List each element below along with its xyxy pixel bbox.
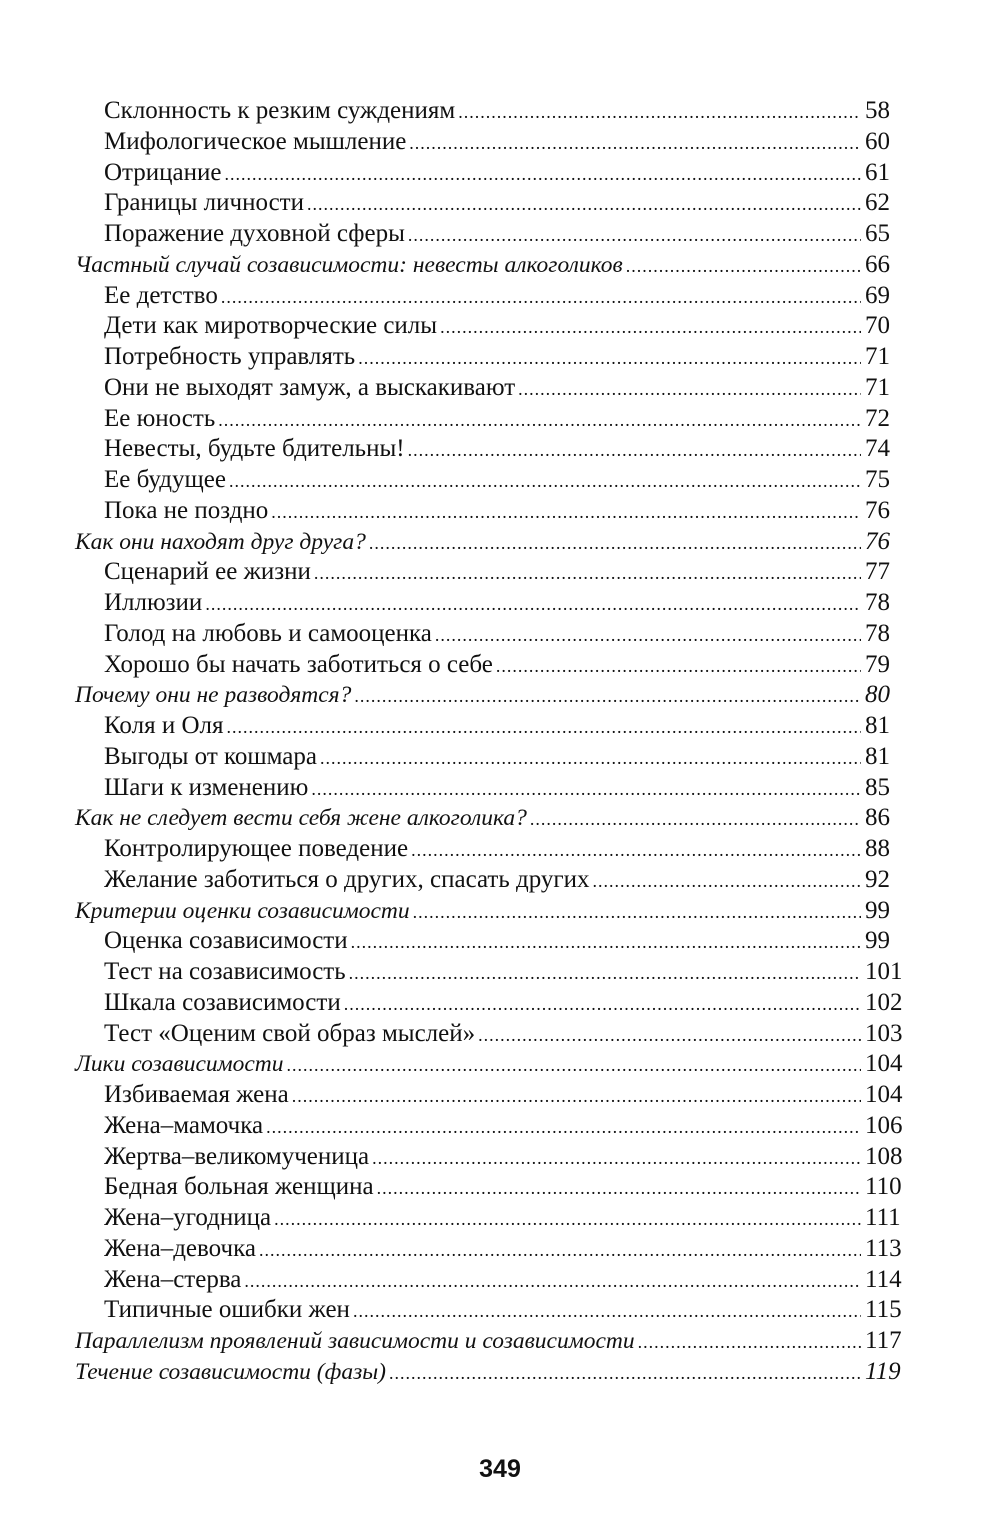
dot-leader bbox=[320, 743, 861, 774]
dot-leader bbox=[389, 1358, 861, 1389]
toc-section-entry bbox=[75, 250, 890, 281]
toc-entry-title: Избиваемая жена bbox=[104, 1081, 289, 1108]
toc-entry-title: Коля и Оля bbox=[104, 712, 224, 739]
dot-leader bbox=[349, 958, 861, 989]
dot-leader bbox=[435, 620, 861, 651]
toc-subsection-entry bbox=[75, 219, 890, 250]
toc-subsection-entry bbox=[75, 557, 890, 588]
toc-entry-page: 62 bbox=[865, 189, 890, 217]
toc-entry-page: 115 bbox=[865, 1296, 902, 1324]
toc-entry-title: Ее юность bbox=[104, 404, 216, 432]
toc-entry-page: 104 bbox=[865, 1081, 903, 1108]
dot-leader bbox=[353, 1296, 861, 1327]
dot-leader bbox=[372, 1143, 861, 1174]
toc-entry-page: 76 bbox=[865, 527, 890, 555]
toc-entry-title: Склонность к резким суждениям bbox=[104, 97, 456, 124]
toc-entry-page: 104 bbox=[865, 1050, 903, 1078]
dot-leader bbox=[271, 497, 861, 528]
toc-entry-title: Жертва–великомученица bbox=[104, 1142, 370, 1170]
dot-leader bbox=[229, 466, 861, 497]
toc-entry-page: 92 bbox=[865, 865, 890, 893]
dot-leader bbox=[440, 312, 861, 343]
toc-entry-page: 81 bbox=[865, 742, 890, 770]
toc-entry-page: 102 bbox=[865, 988, 903, 1016]
toc-entry-page: 99 bbox=[865, 896, 890, 924]
toc-entry-page: 108 bbox=[865, 1142, 903, 1170]
toc-subsection-entry bbox=[75, 711, 890, 742]
dot-leader bbox=[518, 374, 861, 405]
toc-subsection-entry bbox=[75, 496, 890, 527]
toc-entry-page: 101 bbox=[865, 958, 903, 985]
toc-subsection-entry bbox=[75, 373, 890, 404]
toc-entry-title: Жена–стерва bbox=[104, 1265, 242, 1293]
toc-subsection-entry bbox=[75, 127, 890, 158]
toc-entry-page: 103 bbox=[865, 1019, 903, 1047]
dot-leader bbox=[408, 220, 861, 251]
toc-entry-title: Шкала созависимости bbox=[104, 988, 341, 1016]
toc-subsection-entry bbox=[75, 1172, 902, 1203]
toc-section-entry bbox=[75, 1357, 901, 1388]
toc-entry-page: 58 bbox=[865, 97, 890, 124]
toc-section-entry bbox=[75, 1326, 902, 1357]
toc-subsection-entry bbox=[75, 1142, 903, 1173]
dot-leader bbox=[307, 189, 861, 220]
toc-entry-page: 86 bbox=[865, 804, 890, 832]
toc-entry-title: Почему они не разводятся? bbox=[75, 682, 352, 709]
toc-entry-title: Тест «Оценим свой образ мыслей» bbox=[104, 1019, 476, 1047]
dot-leader bbox=[478, 1020, 861, 1051]
toc-entry-title: Шаги к изменению bbox=[104, 773, 309, 801]
toc-entry-page: 76 bbox=[865, 496, 890, 524]
toc-entry-page: 88 bbox=[865, 835, 890, 862]
toc-entry-title: Мифологическое мышление bbox=[104, 127, 407, 155]
toc-entry-page: 65 bbox=[865, 220, 890, 247]
toc-entry-page: 119 bbox=[865, 1357, 901, 1385]
toc-entry-page: 61 bbox=[865, 158, 890, 186]
dot-leader bbox=[351, 927, 861, 958]
toc-entry-page: 99 bbox=[865, 927, 890, 955]
toc-entry-title: Границы личности bbox=[104, 189, 304, 217]
toc-entry-title: Жена–угодница bbox=[104, 1204, 272, 1231]
toc-entry-page: 72 bbox=[865, 404, 890, 432]
dot-leader bbox=[225, 159, 862, 190]
toc-entry-title: Типичные ошибки жен bbox=[104, 1296, 350, 1324]
dot-leader bbox=[408, 435, 861, 466]
toc-entry-title: Потребность управлять bbox=[104, 343, 356, 370]
toc-entry-title: Параллелизм проявлений зависимости и созависимости bbox=[75, 1328, 635, 1354]
dot-leader bbox=[458, 97, 861, 128]
dot-leader bbox=[244, 1266, 861, 1297]
toc-subsection-entry bbox=[75, 865, 890, 896]
toc-subsection-entry bbox=[75, 588, 890, 619]
dot-leader bbox=[358, 343, 861, 374]
toc-subsection-entry bbox=[75, 1080, 903, 1111]
dot-leader bbox=[314, 558, 861, 589]
toc-entry-page: 75 bbox=[865, 466, 890, 493]
toc-entry-title: Пока не поздно bbox=[104, 496, 269, 524]
toc-subsection-entry bbox=[75, 342, 890, 373]
toc-entry-title: Бедная больная женщина bbox=[104, 1173, 374, 1201]
toc-subsection-entry bbox=[75, 926, 890, 957]
toc-entry-title: Ее будущее bbox=[104, 466, 226, 493]
toc-subsection-entry bbox=[75, 834, 890, 865]
dot-leader bbox=[287, 1050, 861, 1081]
toc-subsection-entry bbox=[75, 1234, 902, 1265]
toc-subsection-entry bbox=[75, 773, 890, 804]
toc-subsection-entry bbox=[75, 281, 890, 312]
toc-subsection-entry bbox=[75, 96, 890, 127]
toc-entry-title: Контролирующее поведение bbox=[104, 835, 409, 862]
toc-entry-title: Частный случай созависимости: невесты алкоголиков bbox=[75, 251, 623, 278]
toc-entry-page: 79 bbox=[865, 650, 890, 678]
toc-section-entry bbox=[75, 527, 890, 558]
toc-entry-page: 110 bbox=[865, 1173, 902, 1201]
toc-subsection-entry bbox=[75, 1111, 903, 1142]
toc-entry-title: Отрицание bbox=[104, 158, 222, 186]
toc-subsection-entry bbox=[75, 1295, 902, 1326]
dot-leader bbox=[311, 774, 861, 805]
toc-subsection-entry bbox=[75, 742, 890, 773]
toc-subsection-entry bbox=[75, 311, 890, 342]
toc-entry-page: 71 bbox=[865, 343, 890, 370]
dot-leader bbox=[377, 1173, 861, 1204]
dot-leader bbox=[369, 528, 861, 559]
toc-entry-page: 78 bbox=[865, 619, 890, 647]
dot-leader bbox=[354, 681, 861, 712]
dot-leader bbox=[274, 1204, 861, 1235]
toc-entry-title: Оценка созависимости bbox=[104, 927, 348, 955]
toc-subsection-entry bbox=[75, 188, 890, 219]
toc-entry-title: Как они находят друг друга? bbox=[75, 528, 366, 555]
toc-entry-page: 85 bbox=[865, 773, 890, 801]
toc-entry-title: Иллюзии bbox=[104, 589, 203, 616]
toc-subsection-entry bbox=[75, 404, 890, 435]
toc-entry-title: Желание заботиться о других, спасать других bbox=[104, 865, 590, 893]
dot-leader bbox=[259, 1235, 861, 1266]
toc-subsection-entry bbox=[75, 957, 903, 988]
toc-entry-title: Дети как миротворческие силы bbox=[104, 312, 438, 340]
toc-subsection-entry bbox=[75, 1203, 901, 1234]
dot-leader bbox=[409, 128, 861, 159]
toc-entry-page: 80 bbox=[865, 681, 890, 709]
toc-entry-title: Тест на созависимость bbox=[104, 958, 346, 985]
toc-entry-title: Голод на любовь и самооценка bbox=[104, 619, 432, 647]
toc-entry-title: Они не выходят замуж, а выскакивают bbox=[104, 373, 516, 401]
toc-entry-page: 77 bbox=[865, 558, 890, 586]
dot-leader bbox=[496, 651, 861, 682]
toc-entry-page: 74 bbox=[865, 435, 890, 463]
toc-entry-title: Хорошо бы начать заботиться о себе bbox=[104, 650, 493, 678]
toc-entry-page: 114 bbox=[865, 1265, 902, 1293]
toc-entry-page: 106 bbox=[865, 1111, 903, 1139]
toc-entry-page: 60 bbox=[865, 127, 890, 155]
toc-entry-page: 66 bbox=[865, 250, 890, 278]
toc-entry-title: Как не следует вести себя жене алкоголика? bbox=[75, 805, 527, 832]
toc-entry-page: 71 bbox=[865, 373, 890, 401]
toc-entry-page: 70 bbox=[865, 312, 890, 340]
dot-leader bbox=[221, 282, 861, 313]
dot-leader bbox=[593, 866, 861, 897]
dot-leader bbox=[218, 405, 861, 436]
toc-entry-page: 69 bbox=[865, 281, 890, 309]
toc-entry-title: Жена–девочка bbox=[104, 1234, 256, 1262]
toc-subsection-entry bbox=[75, 988, 903, 1019]
toc-entry-page: 111 bbox=[865, 1204, 901, 1231]
page-number: 349 bbox=[479, 1455, 521, 1483]
toc-entry-page: 78 bbox=[865, 589, 890, 616]
toc-entry-title: Лики созависимости bbox=[75, 1051, 284, 1078]
toc-entry-page: 113 bbox=[865, 1234, 902, 1262]
toc-subsection-entry bbox=[75, 465, 890, 496]
toc-entry-title: Критерии оценки созависимости bbox=[75, 897, 410, 924]
toc-subsection-entry bbox=[75, 1019, 903, 1050]
toc-entry-page: 117 bbox=[865, 1327, 902, 1354]
toc-entry-title: Сценарий ее жизни bbox=[104, 558, 311, 586]
dot-leader bbox=[266, 1112, 861, 1143]
toc-section-entry bbox=[75, 680, 890, 711]
dot-leader bbox=[626, 251, 861, 282]
toc-subsection-entry bbox=[75, 158, 890, 189]
toc-entry-title: Выгоды от кошмара bbox=[104, 742, 317, 770]
toc-entry-title: Поражение духовной сферы bbox=[104, 220, 405, 247]
toc-section-entry bbox=[75, 1049, 903, 1080]
toc-entry-title: Ее детство bbox=[104, 281, 218, 309]
toc-subsection-entry bbox=[75, 619, 890, 650]
dot-leader bbox=[411, 835, 861, 866]
toc-subsection-entry bbox=[75, 434, 890, 465]
dot-leader bbox=[638, 1327, 861, 1358]
dot-leader bbox=[413, 897, 861, 928]
toc-section-entry bbox=[75, 803, 890, 834]
toc-entry-title: Течение созависимости (фазы) bbox=[75, 1358, 386, 1385]
dot-leader bbox=[292, 1081, 861, 1112]
toc-entry-title: Невесты, будьте бдительны! bbox=[104, 435, 405, 463]
toc-subsection-entry bbox=[75, 650, 890, 681]
dot-leader bbox=[205, 589, 861, 620]
dot-leader bbox=[530, 804, 861, 835]
table-of-contents bbox=[75, 96, 903, 1388]
dot-leader bbox=[344, 989, 861, 1020]
toc-entry-page: 81 bbox=[865, 712, 890, 739]
dot-leader bbox=[226, 712, 861, 743]
toc-entry-title: Жена–мамочка bbox=[104, 1111, 264, 1139]
toc-subsection-entry bbox=[75, 1265, 902, 1296]
toc-section-entry bbox=[75, 896, 890, 927]
